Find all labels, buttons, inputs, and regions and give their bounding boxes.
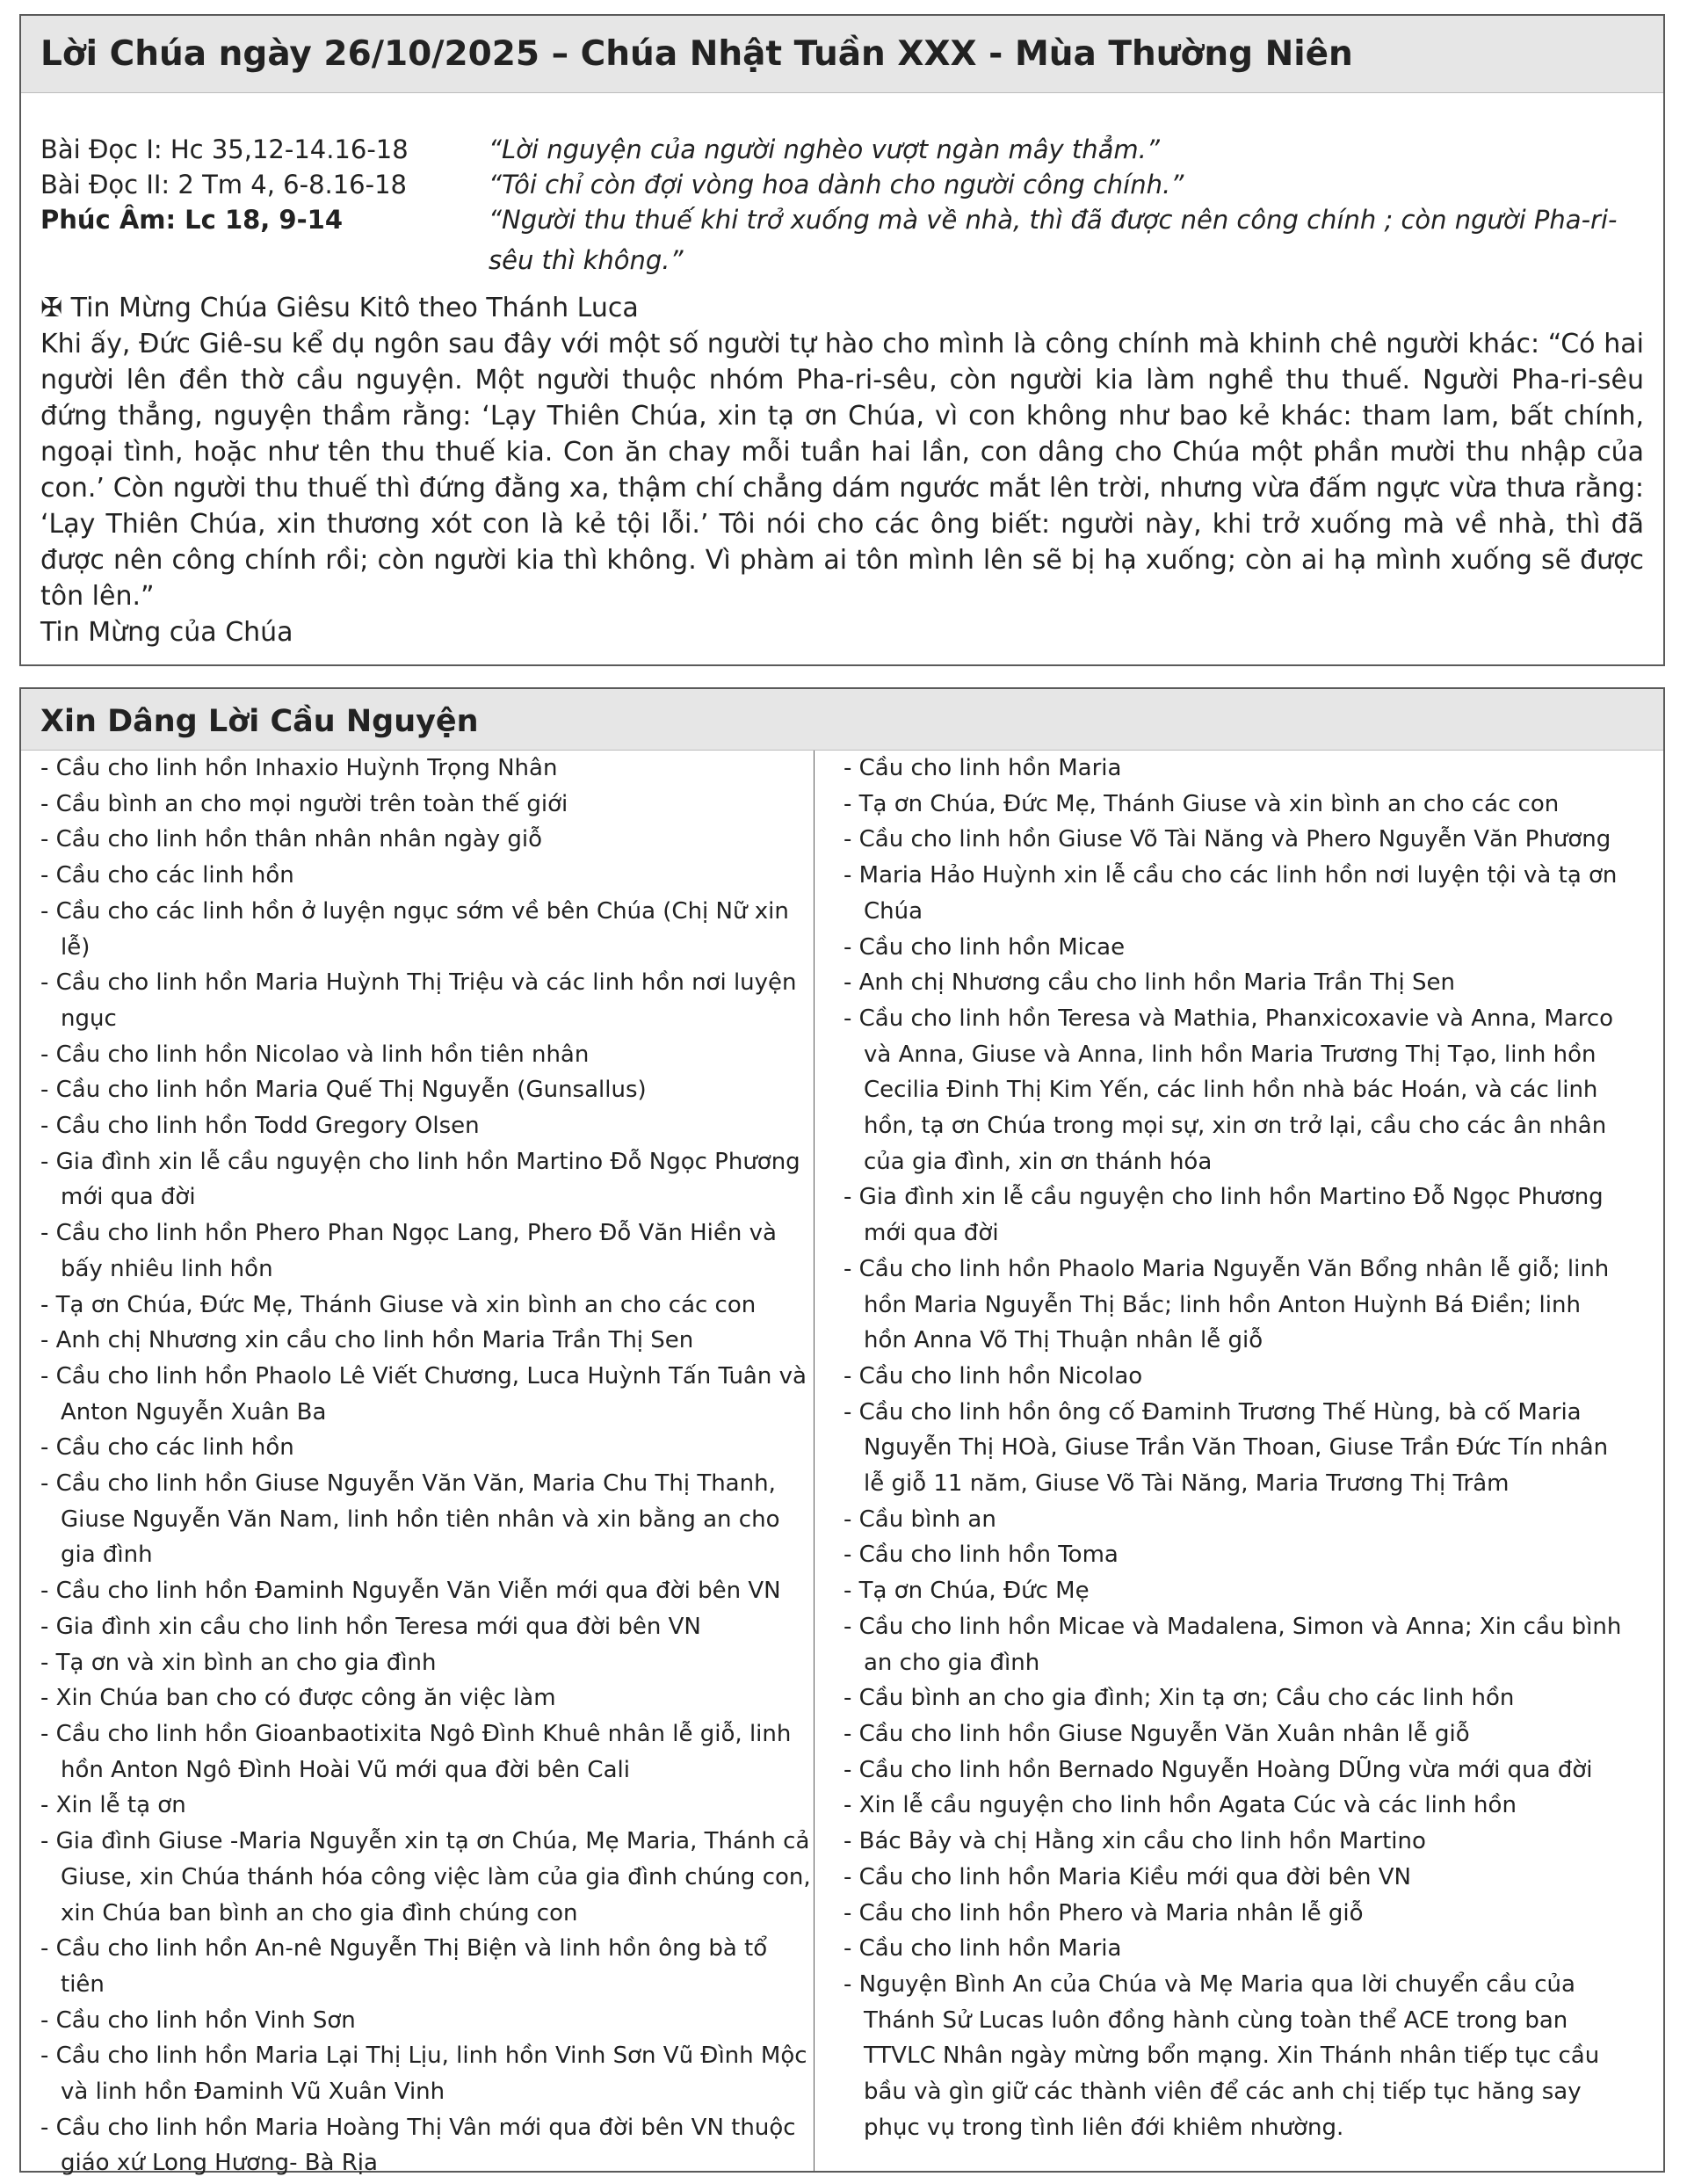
prayer-item: - Cầu cho linh hồn Todd Gregory Olsen (40, 1113, 480, 1140)
prayer-item: - Cầu cho linh hồn Maria Kiều mới qua đời bên VN (844, 1863, 1411, 1890)
prayer-item: - Gia đình xin cầu cho linh hồn Teresa mới qua đời bên VN (40, 1613, 701, 1640)
gospel-heading: ✠ Tin Mừng Chúa Giêsu Kitô theo Thánh Luca (40, 293, 639, 323)
prayer-item: - Cầu cho linh hồn Nicolao (844, 1362, 1143, 1389)
prayer-item: - Cầu cho các linh hồn (40, 1434, 294, 1462)
prayer-item: - Gia đình xin lễ cầu nguyện cho linh hồn Martino Đỗ Ngọc Phương mới qua đời (40, 1148, 800, 1211)
prayer-item: - Bác Bảy và chị Hằng xin cầu cho linh hồn Martino (844, 1828, 1426, 1855)
prayer-item: - Gia đình Giuse -Maria Nguyễn xin tạ ơn Chúa, Mẹ Maria, Thánh cả Giuse, xin Chúa thánh hóa công việc làm của gia đình chúng con, xin Chúa ban bình an cho gia đình chúng con (40, 1828, 811, 1926)
prayer-item: - Cầu cho linh hồn Phaolo Maria Nguyễn Văn Bổng nhân lễ giỗ; linh hồn Maria Nguyễn Thị Bắc; linh hồn Anton Huỳnh Bá Điền; linh hồn Anna Võ Thị Thuận nhân lễ giỗ (844, 1255, 1610, 1354)
gospel-quote: “Người thu thuế khi trở xuống mà về nhà, thì đã được nên công chính ; còn người Pha-ri-sêu thì không.” (489, 205, 1618, 275)
prayer-item: - Cầu cho linh hồn Maria Hoàng Thị Vân mới qua đời bên VN thuộc giáo xứ Long Hương- Bà Rịa (40, 2114, 796, 2177)
prayer-item: - Cầu cho linh hồn thân nhân nhân ngày giỗ (40, 826, 543, 853)
prayer-item: - Cầu cho linh hồn Giuse Nguyễn Văn Văn, Maria Chu Thị Thanh, Giuse Nguyễn Văn Nam, linh hồn tiên nhân và xin bằng an cho gia đình (40, 1470, 780, 1569)
prayer-item: - Tạ ơn Chúa, Đức Mẹ (844, 1578, 1090, 1605)
prayer-item: - Cầu cho linh hồn Maria (844, 1935, 1122, 1963)
prayers-title: Xin Dâng Lời Cầu Nguyện (21, 689, 1663, 751)
prayer-item: - Tạ ơn Chúa, Đức Mẹ, Thánh Giuse và xin bình an cho các con (40, 1291, 757, 1318)
prayer-item: - Cầu cho linh hồn Vinh Sơn (40, 2006, 356, 2034)
prayer-item: - Cầu cho linh hồn Teresa và Mathia, Phanxicoxavie và Anna, Marco và Anna, Giuse và Anna, linh hồn Maria Trương Thị Tạo, linh hồn Cecilia Đinh Thị Kim Yến, các linh hồn nhà bác Hoán, và các linh hồn, tạ ơn Chúa trong mọi sự, xin ơn trở lại, cầu cho các ân nhân của gia đình, xin ơn thánh hóa (844, 1005, 1614, 1175)
prayer-item: - Cầu cho linh hồn Maria (844, 755, 1122, 781)
prayer-item: - Cầu cho linh hồn Nicolao và linh hồn tiên nhân (40, 1041, 590, 1068)
prayer-column-right (829, 751, 1663, 2181)
readings-title: Lời Chúa ngày 26/10/2025 – Chúa Nhật Tuần XXX - Mùa Thường Niên (21, 16, 1663, 93)
prayer-item: - Xin Chúa ban cho có được công ăn việc làm (40, 1685, 556, 1712)
prayer-item: - Nguyện Bình An của Chúa và Mẹ Maria qua lời chuyển cầu của Thánh Sử Lucas luôn đồng hành cùng toàn thể ACE trong ban TTVLC Nhân ngày mừng bổn mạng. Xin Thánh nhân tiếp tục cầu bầu và gìn giữ các thành viên để các anh chị tiếp tục hăng say phục vụ trong tình liên đới khiêm nhường. (844, 1970, 1600, 2141)
readings-section (19, 14, 1665, 666)
prayer-item: - Tạ ơn và xin bình an cho gia đình (40, 1649, 437, 1676)
prayer-item: - Cầu cho linh hồn Maria Huỳnh Thị Triệu và các linh hồn nơi luyện ngục (40, 969, 797, 1032)
prayer-item: - Xin lễ tạ ơn (40, 1792, 186, 1819)
prayer-item: - Cầu bình an cho mọi người trên toàn thế giới (40, 790, 568, 817)
prayer-column-left (40, 751, 829, 2181)
prayer-item: - Cầu cho linh hồn Toma (844, 1542, 1119, 1569)
prayer-item: - Cầu cho các linh hồn (40, 862, 294, 889)
gospel-reading (40, 202, 1644, 280)
prayer-item: - Cầu cho linh hồn ông cố Đaminh Trương Thế Hùng, bà cố Maria Nguyễn Thị HOà, Giuse Trần Văn Thoan, Giuse Trần Đức Tín nhân lễ giỗ 11 năm, Giuse Võ Tài Năng, Maria Trương Thị Trâm (844, 1398, 1609, 1498)
prayers-section (19, 687, 1665, 2177)
gospel-text: Khi ấy, Đức Giê-su kể dụ ngôn sau đây với một số người tự hào cho mình là công chính mà khinh chê người khác: “Có hai người lên đền thờ cầu nguyện. Một người thuộc nhóm Pha-ri-sêu, còn người kia làm nghề thu thuế. Người Pha-ri-sêu đứng thẳng, nguyện thầm rằng: ‘Lạy Thiên Chúa, xin tạ ơn Chúa, vì con không như bao kẻ khác: tham lam, bất chính, ngoại tình, hoặc như tên thu thuế kia. Con ăn chay mỗi tuần hai lần, con dâng cho Chúa một phần mười thu nhập của con.’ Còn người thu thuế thì đứng đằng xa, thậm chí chẳng dám ngước mắt lên trời, nhưng vừa đấm ngực vừa thưa rằng: ‘Lạy Thiên Chúa, xin thương xót con là kẻ tội lỗi.’ Tôi nói cho các ông biết: người này, khi trở xuống mà về nhà, thì đã được nên công chính rồi; còn người kia thì không. Vì phàm ai tôn mình lên sẽ bị hạ xuống; còn ai hạ mình xuống sẽ được tôn lên.” (40, 329, 1644, 612)
prayer-item: - Maria Hảo Huỳnh xin lễ cầu cho các linh hồn nơi luyện tội và tạ ơn Chúa (844, 862, 1618, 925)
gospel-closing: Tin Mừng của Chúa (40, 617, 293, 648)
prayer-item: - Cầu cho linh hồn Micae (844, 933, 1126, 961)
prayer-item: - Tạ ơn Chúa, Đức Mẹ, Thánh Giuse và xin bình an cho các con (844, 790, 1560, 817)
prayer-item: - Cầu cho linh hồn Micae và Madalena, Simon và Anna; Xin cầu bình an cho gia đình (844, 1613, 1622, 1676)
prayer-item: - Cầu cho linh hồn Maria Lại Thị Lịu, linh hồn Vinh Sơn Vũ Đình Mộc và linh hồn Đaminh Vũ Xuân Vinh (40, 2043, 807, 2106)
prayer-item: - Xin lễ cầu nguyện cho linh hồn Agata Cúc và các linh hồn (844, 1792, 1517, 1819)
prayer-item: - Cầu bình an cho gia đình; Xin tạ ơn; Cầu cho các linh hồn (844, 1685, 1515, 1712)
prayer-item: - Cầu cho linh hồn Đaminh Nguyễn Văn Viễn mới qua đời bên VN (40, 1578, 781, 1605)
gospel-ref: Phúc Âm: Lc 18, 9-14 (40, 205, 343, 235)
prayer-item: - Cầu cho linh hồn Giuse Võ Tài Năng và Phero Nguyễn Văn Phương (844, 826, 1611, 853)
prayer-item: - Cầu cho linh hồn Bernado Nguyễn Hoàng DŨng vừa mới qua đời (844, 1756, 1593, 1783)
prayer-item: - Cầu cho linh hồn Giuse Nguyễn Văn Xuân nhân lễ giỗ (844, 1720, 1470, 1747)
second-reading-ref: Bài Đọc II: 2 Tm 4, 6-8.16-18 (40, 170, 408, 200)
prayer-columns (21, 751, 1663, 2181)
prayer-item: - Cầu cho linh hồn An-nê Nguyễn Thị Biện và linh hồn ông bà tổ tiên (40, 1935, 768, 1998)
prayer-list-right (844, 751, 1628, 2145)
first-reading-quote: “Lời nguyện của người nghèo vượt ngàn mây thẳm.” (489, 134, 1160, 164)
first-reading-ref: Bài Đọc I: Hc 35,12-14.16-18 (40, 134, 409, 164)
first-reading (40, 132, 1644, 167)
column-divider (814, 751, 815, 2171)
prayer-item: - Cầu cho linh hồn Inhaxio Huỳnh Trọng Nhân (40, 755, 558, 781)
prayer-item: - Cầu cho các linh hồn ở luyện ngục sớm về bên Chúa (Chị Nữ xin lễ) (40, 897, 789, 961)
prayer-item: - Anh chị Nhương xin cầu cho linh hồn Maria Trần Thị Sen (40, 1327, 694, 1354)
prayer-item: - Gia đình xin lễ cầu nguyện cho linh hồn Martino Đỗ Ngọc Phương mới qua đời (844, 1184, 1604, 1247)
prayer-item: - Cầu cho linh hồn Gioanbaotixita Ngô Đình Khuê nhân lễ giỗ, linh hồn Anton Ngô Đình Hoài Vũ mới qua đời bên Cali (40, 1720, 792, 1783)
prayer-item: - Cầu bình an (844, 1506, 996, 1533)
second-reading (40, 167, 1644, 202)
readings-body (21, 93, 1663, 650)
prayer-item: - Cầu cho linh hồn Phaolo Lê Viết Chương, Luca Huỳnh Tấn Tuân và Anton Nguyễn Xuân Ba (40, 1362, 807, 1426)
second-reading-quote: “Tôi chỉ còn đợi vòng hoa dành cho người công chính.” (489, 170, 1184, 200)
prayer-item: - Cầu cho linh hồn Phero Phan Ngọc Lang, Phero Đỗ Văn Hiền và bấy nhiêu linh hồn (40, 1220, 777, 1282)
prayer-list-left (40, 751, 812, 2181)
prayer-item: - Anh chị Nhương cầu cho linh hồn Maria Trần Thị Sen (844, 969, 1455, 997)
prayer-item: - Cầu cho linh hồn Phero và Maria nhân lễ giỗ (844, 1899, 1364, 1926)
prayer-item: - Cầu cho linh hồn Maria Quế Thị Nguyễn (Gunsallus) (40, 1077, 647, 1104)
